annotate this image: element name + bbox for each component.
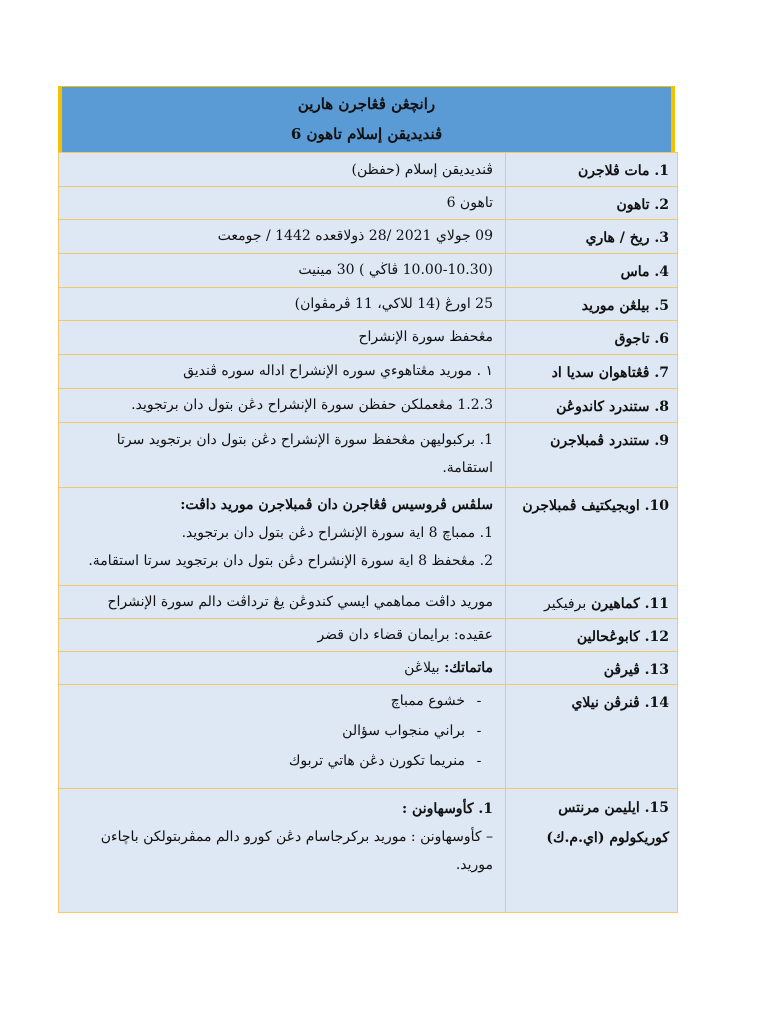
row-value — [59, 488, 505, 572]
row-number: 15. — [644, 800, 669, 816]
table-row — [59, 586, 678, 619]
row-number: 2. — [654, 197, 669, 213]
row-label-text: مات ڤلاجرن — [577, 163, 650, 179]
header-title: رانچڠن ڤڠاجرن هارين — [297, 95, 436, 113]
row-number: 14. — [644, 695, 669, 711]
row-label-suffix: برفيكير — [544, 596, 587, 612]
table-row — [59, 619, 678, 652]
row-label — [506, 652, 677, 680]
row-number: 13. — [644, 662, 669, 678]
table-row — [59, 652, 678, 685]
values-list — [69, 691, 493, 771]
row-number: 1. — [654, 163, 669, 179]
row-number: 10. — [644, 498, 669, 514]
row-label-text: ڤڠتاهوان سديا اد — [551, 365, 650, 381]
value-rest: بيلاڠن — [404, 660, 445, 676]
row-number: 12. — [644, 629, 669, 645]
table-row — [59, 789, 678, 913]
row-label — [506, 220, 677, 248]
row-label-text: ڤيرڤن — [603, 662, 640, 678]
row-number: 6. — [654, 331, 669, 347]
table-row — [59, 685, 678, 789]
row-label-text: ريخ / هاري — [585, 230, 650, 246]
objective-item: 2. مڠحفظ 8 اية سورة الإنشراح دڠن بتول دان برتجويد سرتا استقامة. — [88, 553, 493, 569]
row-value: تاهون 6 — [446, 195, 493, 211]
row-label-text: اوبجيكتيف ڤمبلاجرن — [522, 498, 640, 514]
row-label — [506, 288, 677, 316]
table-row — [59, 488, 678, 586]
value-bold: ماتماتك: — [444, 660, 493, 676]
row-number: 4. — [654, 264, 669, 280]
row-label-text: ايليمن مرنتس كوريكولوم (اي.م.ك) — [546, 800, 669, 846]
row-value: عقيده: برايمان قضاء دان قضر — [317, 627, 493, 643]
row-value: ڤنديديقن إسلام (حفظن) — [351, 162, 493, 178]
objective-intro: سلڤس ڤروسيس ڤڠاجرن دان ڤمبلاجرن موريد داڤت: — [180, 497, 493, 513]
row-label-text: كماهيرن — [591, 596, 640, 612]
element-title: 1. كأوسهاونن : — [402, 801, 493, 817]
list-item: -منريما تكورن دڠن هاتي تربوك — [288, 753, 482, 769]
row-value: 1. بركبوليهن مڠحفظ سورة الإنشراح دڠن بتول دان برتجويد سرتا استقامة. — [116, 432, 493, 476]
row-label-text: كابوڠحالين — [576, 629, 640, 645]
table-row — [59, 288, 678, 321]
table-row — [59, 153, 678, 187]
table-row — [59, 187, 678, 220]
row-value — [59, 685, 505, 771]
row-label-text: تاهون — [616, 197, 650, 213]
element-text: – كأوسهاونن : موريد بركرجاسام دڠن كورو دالم ممڤربتولكن باچاءن موريد. — [100, 829, 493, 873]
row-label-text: ستندرد ڤمبلاجرن — [550, 433, 650, 449]
row-label — [506, 254, 677, 282]
row-value: ١ . موريد مڠتاهوءي سوره الإنشراح اداله سوره ڤنديق — [183, 363, 493, 379]
row-label — [506, 187, 677, 215]
row-label — [506, 685, 677, 713]
row-number: 5. — [654, 298, 669, 314]
row-value: موريد داڤت مماهمي ايسي كندوڠن يڠ ترداڤت دالم سورة الإنشراح — [107, 594, 493, 610]
row-label — [506, 389, 677, 417]
list-item-text: منريما تكورن دڠن هاتي تربوك — [288, 753, 465, 769]
row-label-text: ڤنرڤن نيلاي — [571, 695, 640, 711]
row-value: 09 جولاي 2021 /28 ذولاقعده 1442 / جومعت — [217, 228, 493, 244]
row-number: 9. — [654, 433, 669, 449]
row-value: 25 اورڠ (14 للاكي، 11 ڤرمڤوان) — [294, 296, 493, 312]
table-row — [59, 423, 678, 488]
list-item: -براني منجواب سؤالن — [342, 723, 482, 739]
table-row — [59, 355, 678, 389]
row-number: 3. — [654, 230, 669, 246]
row-label — [506, 321, 677, 349]
row-label-text: ماس — [620, 264, 650, 280]
row-value: (10.00-10.30 ڤاڬي ) 30 مينيت — [298, 262, 493, 278]
table-row — [59, 220, 678, 254]
row-number: 7. — [654, 365, 669, 381]
row-label-text: ستندرد كاندوڠن — [556, 399, 650, 415]
document-header — [58, 86, 675, 152]
row-value — [59, 652, 505, 679]
row-label — [506, 488, 677, 522]
row-label — [506, 789, 677, 853]
lesson-plan-table — [58, 152, 678, 913]
row-label — [506, 355, 677, 383]
row-value: مڠحفظ سورة الإنشراح — [358, 329, 493, 345]
row-label — [506, 619, 677, 647]
row-label — [506, 423, 677, 451]
table-row — [59, 389, 678, 423]
row-number: 11. — [644, 596, 669, 612]
list-item-text: براني منجواب سؤالن — [342, 723, 465, 739]
table-row — [59, 254, 678, 288]
lesson-plan-sheet — [58, 86, 675, 913]
objective-item: 1. ممباچ 8 اية سورة الإنشراح دڠن بتول دان برتجويد. — [181, 525, 493, 541]
row-label-text: تاجوق — [614, 331, 650, 347]
row-label-text: بيلڠن موريد — [581, 298, 650, 314]
list-item: -خشوع ممباچ — [390, 693, 482, 709]
list-item-text: خشوع ممباچ — [390, 693, 465, 709]
row-label — [506, 586, 677, 614]
row-number: 8. — [654, 399, 669, 415]
row-value — [59, 789, 505, 879]
row-value: 1.2.3 مڠعملكن حفظن سورة الإنشراح دڠن بتول دان برتجويد. — [131, 397, 493, 413]
table-row — [59, 321, 678, 355]
header-subtitle: ڤنديديقن إسلام تاهون 6 — [290, 125, 443, 143]
row-label — [506, 153, 677, 181]
